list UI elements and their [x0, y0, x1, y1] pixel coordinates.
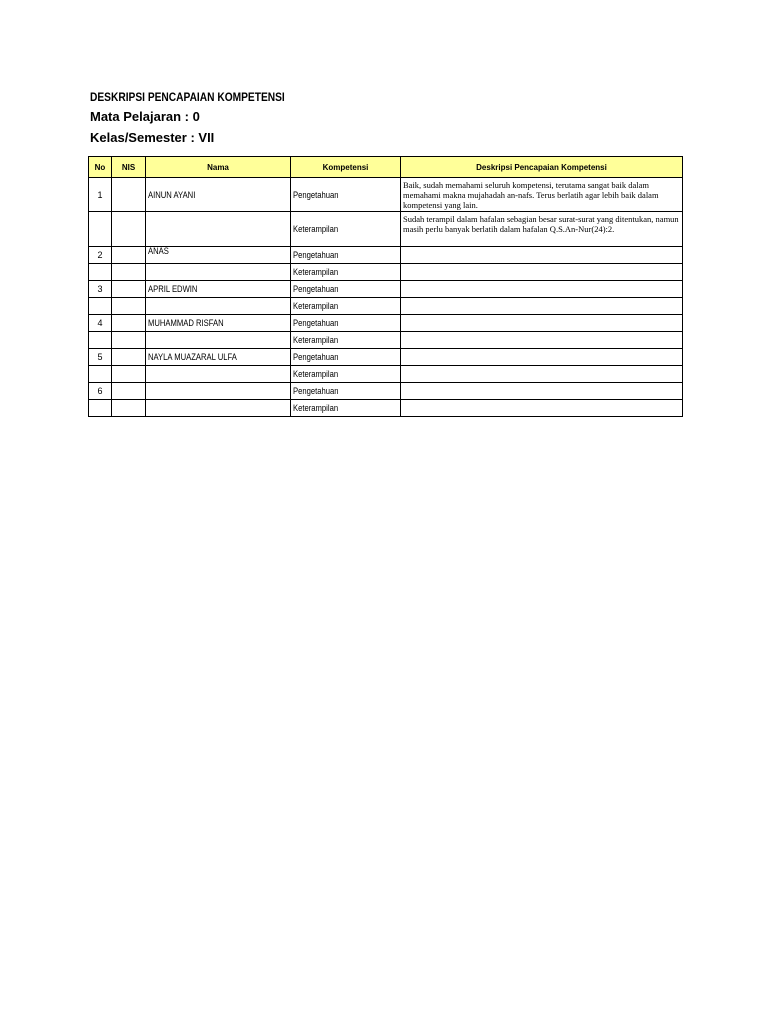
row-number: 6 — [89, 383, 112, 400]
table-row — [89, 247, 683, 264]
table-body — [89, 178, 683, 417]
competency-description — [401, 349, 683, 366]
table-row — [89, 400, 683, 417]
nis-cell — [112, 281, 146, 298]
competency-description — [401, 383, 683, 400]
row-number: 1 — [89, 178, 112, 212]
column-header-deskripsi: Deskripsi Pencapaian Kompetensi — [401, 157, 683, 178]
competency-type — [291, 178, 401, 212]
nis-cell — [112, 247, 146, 264]
nis-cell — [112, 332, 146, 349]
row-number: 2 — [89, 247, 112, 264]
competency-type — [291, 281, 401, 298]
table-row — [89, 366, 683, 383]
table-row — [89, 349, 683, 366]
column-header-nama: Nama — [146, 157, 291, 178]
competency-type-text: Pengetahuan — [293, 189, 339, 200]
nis-cell — [112, 366, 146, 383]
competency-type — [291, 264, 401, 281]
competency-type-text: Keterampilan — [293, 403, 339, 413]
student-name — [146, 281, 291, 298]
row-number: 5 — [89, 349, 112, 366]
nis-cell — [112, 212, 146, 247]
competency-type — [291, 366, 401, 383]
student-name — [146, 178, 291, 212]
table-row — [89, 281, 683, 298]
competency-description — [401, 315, 683, 332]
subject-label: Mata Pelajaran : 0 — [90, 109, 200, 124]
competency-type-text: Pengetahuan — [293, 352, 339, 362]
class-semester-label: Kelas/Semester : VII — [90, 130, 215, 145]
table-row — [89, 315, 683, 332]
student-name-text: NAYLA MUAZARAL ULFA — [148, 352, 237, 362]
competency-type — [291, 383, 401, 400]
student-name — [146, 383, 291, 400]
competency-description — [401, 366, 683, 383]
row-number: 3 — [89, 281, 112, 298]
student-name — [146, 212, 291, 247]
student-name — [146, 247, 291, 264]
student-name-text: APRIL EDWIN — [148, 284, 198, 294]
competency-type-text: Pengetahuan — [293, 250, 339, 260]
column-header-kompetensi: Kompetensi — [291, 157, 401, 178]
student-name — [146, 298, 291, 315]
competency-type — [291, 315, 401, 332]
table-row — [89, 264, 683, 281]
student-name — [146, 315, 291, 332]
column-header-nis: NIS — [112, 157, 146, 178]
table-row — [89, 298, 683, 315]
nis-cell — [112, 383, 146, 400]
nis-cell — [112, 298, 146, 315]
competency-description — [401, 298, 683, 315]
competency-type — [291, 298, 401, 315]
nis-cell — [112, 400, 146, 417]
competency-description — [401, 247, 683, 264]
competency-description — [401, 281, 683, 298]
competency-type — [291, 212, 401, 247]
competency-table — [88, 156, 683, 417]
nis-cell — [112, 178, 146, 212]
student-name — [146, 332, 291, 349]
competency-type-text: Pengetahuan — [293, 386, 339, 396]
competency-type-text: Pengetahuan — [293, 318, 339, 328]
row-number — [89, 264, 112, 281]
row-number — [89, 332, 112, 349]
competency-type — [291, 332, 401, 349]
row-number — [89, 298, 112, 315]
competency-description — [401, 264, 683, 281]
competency-type-text: Keterampilan — [293, 224, 339, 234]
row-number — [89, 212, 112, 247]
row-number — [89, 400, 112, 417]
competency-type — [291, 400, 401, 417]
student-name-text: MUHAMMAD RISFAN — [148, 318, 224, 328]
table-row — [89, 178, 683, 212]
competency-description: Baik, sudah memahami seluruh kompetensi, terutama sangat baik dalam memahami makna mujahadah an-nafs. Terus berlatih agar lebih baik dalam kompetensi yang lain. — [401, 178, 683, 212]
table-row — [89, 332, 683, 349]
table-row — [89, 383, 683, 400]
table-header-row — [89, 157, 683, 178]
competency-type-text: Keterampilan — [293, 267, 339, 277]
competency-description — [401, 332, 683, 349]
student-name — [146, 366, 291, 383]
competency-type-text: Keterampilan — [293, 335, 339, 345]
competency-type-text: Keterampilan — [293, 369, 339, 379]
column-header-no: No — [89, 157, 112, 178]
row-number: 4 — [89, 315, 112, 332]
row-number — [89, 366, 112, 383]
table-row — [89, 212, 683, 247]
student-name — [146, 400, 291, 417]
competency-description — [401, 400, 683, 417]
competency-type-text: Keterampilan — [293, 301, 339, 311]
competency-type-text: Pengetahuan — [293, 284, 339, 294]
nis-cell — [112, 315, 146, 332]
competency-type — [291, 247, 401, 264]
student-name — [146, 264, 291, 281]
nis-cell — [112, 349, 146, 366]
student-name-text: ANAS — [148, 246, 169, 256]
student-name-text: AINUN AYANI — [148, 189, 196, 200]
competency-description: Sudah terampil dalam hafalan sebagian besar surat-surat yang ditentukan, namun masih perlu banyak berlatih dalam hafalan Q.S.An-Nur(24):2. — [401, 212, 683, 247]
competency-type — [291, 349, 401, 366]
document-title: DESKRIPSI PENCAPAIAN KOMPETENSI — [90, 90, 285, 104]
student-name — [146, 349, 291, 366]
nis-cell — [112, 264, 146, 281]
